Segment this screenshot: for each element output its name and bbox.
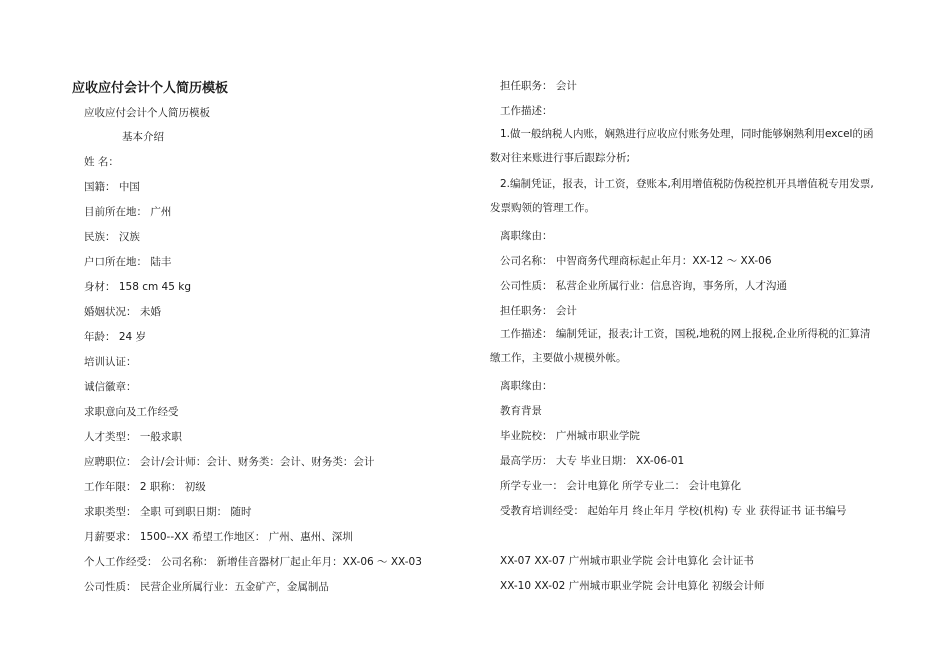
field-company-type: 公司性质： 私营企业所属行业：信息咨询，事务所，人才沟通 <box>500 280 787 292</box>
field-description-label: 工作描述： <box>500 105 553 117</box>
education-row: XX-07 XX-07 广州城市职业学院 会计电算化 会计证书 <box>500 555 754 567</box>
field-job-type: 求职类型： 全职 可到职日期： 随时 <box>84 506 252 518</box>
field-age: 年龄： 24 岁 <box>84 331 147 343</box>
field-nationality: 国籍： 中国 <box>84 181 140 193</box>
field-years: 工作年限： 2 职称： 初级 <box>84 481 206 493</box>
field-body: 身材： 158 cm 45 kg <box>84 281 191 293</box>
field-location: 目前所在地： 广州 <box>84 206 172 218</box>
field-hukou: 户口所在地： 陆丰 <box>84 256 172 268</box>
education-row: XX-10 XX-02 广州城市职业学院 会计电算化 初级会计师 <box>500 580 765 592</box>
section-heading: 基本介绍 <box>122 131 164 143</box>
field-education-header: 受教育培训经受： 起始年月 终止年月 学校(机构) 专 业 获得证书 证书编号 <box>500 505 847 517</box>
field-role: 担任职务： 会计 <box>500 80 577 92</box>
field-role: 担任职务： 会计 <box>500 305 577 317</box>
description-paragraph: 工作描述： 编制凭证，报表;计工资，国税,地税的网上报税,企业所得税的汇算清缴工作，主要做小规模外帐。 <box>490 328 871 364</box>
field-school: 毕业院校： 广州城市职业学院 <box>500 430 640 442</box>
section-heading: 求职意向及工作经受 <box>84 406 179 418</box>
document-title: 应收应付会计个人简历模板 <box>72 81 229 96</box>
field-position: 应聘职位： 会计/会计师：会计、财务类：会计、财务类：会计 <box>84 456 375 468</box>
field-company-type: 公司性质： 民营企业所属行业：五金矿产，金属制品 <box>84 581 329 593</box>
field-badge: 诚信徽章： <box>84 381 137 393</box>
field-leave-reason: 离职缘由： <box>500 230 553 242</box>
field-ethnicity: 民族： 汉族 <box>84 231 140 243</box>
field-leave-reason: 离职缘由： <box>500 380 553 392</box>
field-certification: 培训认证： <box>84 356 137 368</box>
section-heading: 教育背景 <box>500 405 542 417</box>
description-paragraph: 2.编制凭证，报表，计工资，登账本,利用增值税防伪税控机开具增值税专用发票,发票购领的管理工作。 <box>490 178 874 214</box>
field-company: 公司名称： 中智商务代理商标起止年月：XX-12 ～ XX-06 <box>500 255 772 267</box>
subtitle: 应收应付会计个人简历模板 <box>84 107 210 119</box>
field-name: 姓 名： <box>84 156 119 168</box>
field-talent-type: 人才类型： 一般求职 <box>84 431 182 443</box>
field-major: 所学专业一： 会计电算化 所学专业二： 会计电算化 <box>500 480 742 492</box>
field-degree: 最高学历： 大专 毕业日期： XX-06-01 <box>500 455 685 467</box>
field-marital: 婚姻状况： 未婚 <box>84 306 161 318</box>
description-paragraph: 1.做一般纳税人内账，娴熟进行应收应付账务处理，同时能够娴熟利用excel的函数对往来账进行事后跟踪分析; <box>490 128 874 164</box>
field-experience: 个人工作经受： 公司名称： 新增佳音器材厂起止年月：XX-06 ～ XX-03 <box>84 556 422 568</box>
field-salary: 月薪要求： 1500--XX 希望工作地区： 广州、惠州、深圳 <box>84 531 353 543</box>
